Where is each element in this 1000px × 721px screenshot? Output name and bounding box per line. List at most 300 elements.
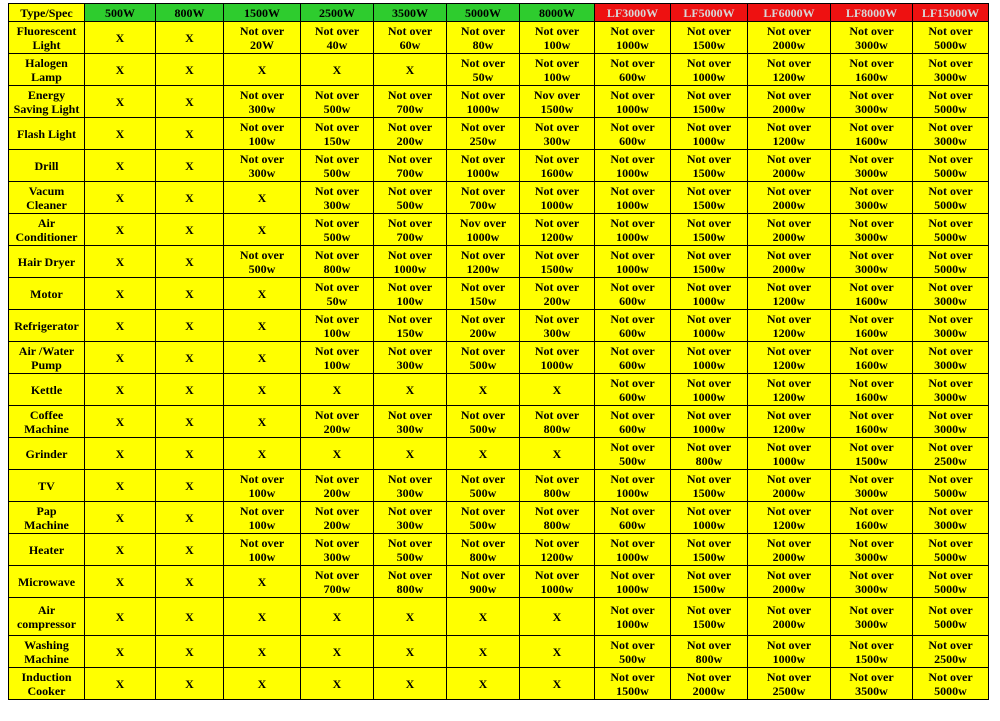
spec-cell: Not over 1600w: [831, 342, 913, 374]
spec-cell: Not over 3000w: [913, 502, 989, 534]
spec-cell: Nov over 1000w: [447, 214, 520, 246]
spec-cell: Not over 600w: [595, 342, 671, 374]
spec-cell: Not over 5000w: [913, 22, 989, 54]
spec-cell: Not over 5000w: [913, 150, 989, 182]
spec-cell: Not over 80w: [447, 22, 520, 54]
header-lf8000w: LF8000W: [831, 4, 913, 22]
spec-cell: Not over 1000w: [595, 566, 671, 598]
spec-cell: X: [156, 118, 224, 150]
spec-cell: Not over 2500w: [913, 438, 989, 470]
spec-cell: Not over 200w: [301, 502, 374, 534]
spec-cell: Not over 1200w: [748, 278, 831, 310]
spec-cell: Not over 1000w: [671, 54, 748, 86]
spec-cell: Not over 800w: [520, 470, 595, 502]
spec-cell: Not over 3000w: [831, 86, 913, 118]
row-type-cell: Vacum Cleaner: [9, 182, 85, 214]
table-row: [9, 598, 989, 636]
spec-cell: X: [301, 374, 374, 406]
spec-cell: Not over 1600w: [831, 118, 913, 150]
spec-cell: X: [520, 598, 595, 636]
spec-cell: Not over 40w: [301, 22, 374, 54]
spec-cell: Not over 600w: [595, 310, 671, 342]
power-spec-table: [8, 3, 989, 700]
spec-cell: Not over 150w: [447, 278, 520, 310]
spec-cell: Not over 2500w: [748, 668, 831, 700]
spec-cell: X: [520, 374, 595, 406]
spec-cell: Not over 1000w: [447, 150, 520, 182]
spec-cell: Not over 500w: [301, 86, 374, 118]
row-type-cell: Hair Dryer: [9, 246, 85, 278]
spec-cell: Not over 1200w: [748, 342, 831, 374]
spec-cell: Not over 1200w: [520, 534, 595, 566]
spec-cell: Not over 600w: [595, 54, 671, 86]
header-5000w: 5000W: [447, 4, 520, 22]
spec-cell: Not over 1200w: [520, 214, 595, 246]
row-type-cell: Coffee Machine: [9, 406, 85, 438]
spec-cell: X: [85, 310, 156, 342]
spec-cell: Not over 50w: [447, 54, 520, 86]
row-type-cell: Air compressor: [9, 598, 85, 636]
header-type-spec: Type/Spec: [9, 4, 85, 22]
spec-cell: X: [374, 668, 447, 700]
spec-cell: X: [224, 406, 301, 438]
spec-cell: X: [85, 214, 156, 246]
spec-cell: Not over 700w: [374, 86, 447, 118]
spec-cell: Not over 500w: [224, 246, 301, 278]
spec-cell: Not over 3000w: [913, 118, 989, 150]
spec-cell: X: [224, 566, 301, 598]
table-row: [9, 342, 989, 374]
row-type-cell: Air Conditioner: [9, 214, 85, 246]
spec-cell: X: [85, 342, 156, 374]
spec-cell: Not over 1200w: [748, 406, 831, 438]
spec-cell: X: [447, 668, 520, 700]
spec-cell: Not over 3000w: [831, 182, 913, 214]
spec-cell: Not over 1000w: [748, 438, 831, 470]
header-3500w: 3500W: [374, 4, 447, 22]
table-row: [9, 278, 989, 310]
spec-cell: Not over 1500w: [671, 22, 748, 54]
spec-cell: Not over 700w: [301, 566, 374, 598]
spec-cell: X: [156, 310, 224, 342]
spec-cell: Not over 1500w: [671, 470, 748, 502]
spec-cell: X: [447, 598, 520, 636]
spec-cell: Not over 5000w: [913, 534, 989, 566]
spec-cell: Not over 1500w: [831, 438, 913, 470]
spec-cell: Not over 1500w: [671, 182, 748, 214]
spec-cell: X: [447, 438, 520, 470]
spec-cell: Not over 3000w: [913, 374, 989, 406]
spec-cell: Not over 700w: [374, 150, 447, 182]
spec-cell: Not over 1000w: [520, 342, 595, 374]
spec-cell: Not over 700w: [447, 182, 520, 214]
spec-cell: X: [85, 278, 156, 310]
spec-cell: X: [156, 636, 224, 668]
spec-cell: Not over 600w: [595, 502, 671, 534]
spec-cell: Not over 1600w: [831, 278, 913, 310]
spec-cell: X: [156, 86, 224, 118]
spec-cell: Not over 1000w: [595, 22, 671, 54]
spec-cell: X: [156, 598, 224, 636]
spec-cell: Not over 1200w: [447, 246, 520, 278]
spec-cell: Not over 1600w: [831, 406, 913, 438]
spec-cell: Not over 800w: [520, 502, 595, 534]
spec-cell: Not over 1500w: [671, 566, 748, 598]
row-type-cell: Energy Saving Light: [9, 86, 85, 118]
spec-cell: X: [301, 598, 374, 636]
spec-cell: Not over 1000w: [595, 246, 671, 278]
spec-cell: Not over 2000w: [748, 182, 831, 214]
table-row: [9, 246, 989, 278]
table-header: [9, 4, 989, 22]
header-lf6000w: LF6000W: [748, 4, 831, 22]
spec-cell: X: [224, 438, 301, 470]
spec-cell: X: [224, 598, 301, 636]
spec-cell: Not over 1000w: [671, 342, 748, 374]
spec-cell: Not over 1500w: [520, 246, 595, 278]
header-500w: 500W: [85, 4, 156, 22]
spec-cell: Not over 1000w: [520, 566, 595, 598]
spec-cell: Not over 800w: [374, 566, 447, 598]
spec-cell: Not over 300w: [301, 182, 374, 214]
spec-cell: Not over 1500w: [671, 150, 748, 182]
spec-cell: Not over 1000w: [671, 406, 748, 438]
spec-cell: X: [156, 342, 224, 374]
spec-cell: Not over 5000w: [913, 246, 989, 278]
spec-cell: Not over 5000w: [913, 598, 989, 636]
spec-cell: Not over 1000w: [595, 470, 671, 502]
spec-cell: Not over 5000w: [913, 86, 989, 118]
spec-cell: Not over 300w: [374, 342, 447, 374]
spec-cell: X: [374, 374, 447, 406]
row-type-cell: Kettle: [9, 374, 85, 406]
spec-cell: X: [301, 438, 374, 470]
spec-cell: X: [85, 668, 156, 700]
spec-cell: Not over 600w: [595, 406, 671, 438]
spec-cell: Not over 2000w: [748, 598, 831, 636]
row-type-cell: TV: [9, 470, 85, 502]
spec-cell: Not over 200w: [301, 406, 374, 438]
spec-cell: X: [85, 54, 156, 86]
spec-cell: X: [156, 150, 224, 182]
spec-cell: Not over 200w: [301, 470, 374, 502]
table-row: [9, 22, 989, 54]
table-row: [9, 118, 989, 150]
spec-cell: X: [156, 182, 224, 214]
spec-cell: Not over 300w: [520, 310, 595, 342]
spec-cell: X: [156, 214, 224, 246]
header-lf3000w: LF3000W: [595, 4, 671, 22]
spec-cell: Not over 800w: [447, 534, 520, 566]
spec-cell: Not over 3000w: [831, 150, 913, 182]
spec-cell: Not over 2000w: [748, 566, 831, 598]
spec-cell: Not over 1000w: [374, 246, 447, 278]
spec-cell: Not over 700w: [374, 214, 447, 246]
spec-cell: Not over 300w: [224, 150, 301, 182]
spec-cell: X: [224, 636, 301, 668]
spec-cell: X: [85, 406, 156, 438]
spec-cell: Not over 2000w: [748, 22, 831, 54]
spec-cell: Not over 3000w: [831, 22, 913, 54]
header-lf5000w: LF5000W: [671, 4, 748, 22]
spec-cell: Not over 5000w: [913, 566, 989, 598]
spec-cell: Not over 1600w: [831, 310, 913, 342]
spec-cell: Not over 2000w: [748, 150, 831, 182]
table-row: [9, 182, 989, 214]
spec-cell: Not over 1500w: [671, 214, 748, 246]
spec-cell: Not over 2000w: [748, 246, 831, 278]
spec-cell: Not over 1500w: [671, 534, 748, 566]
spec-cell: Not over 1000w: [671, 118, 748, 150]
spec-cell: Not over 2000w: [748, 470, 831, 502]
spec-cell: Not over 500w: [374, 182, 447, 214]
spec-cell: Not over 3000w: [913, 406, 989, 438]
spec-cell: X: [374, 636, 447, 668]
spec-cell: Not over 800w: [301, 246, 374, 278]
row-type-cell: Microwave: [9, 566, 85, 598]
spec-cell: Not over 500w: [374, 534, 447, 566]
spec-cell: Not over 600w: [595, 374, 671, 406]
row-type-cell: Flash Light: [9, 118, 85, 150]
spec-cell: X: [447, 374, 520, 406]
table-row: [9, 54, 989, 86]
spec-cell: X: [85, 470, 156, 502]
spec-cell: Not over 50w: [301, 278, 374, 310]
spec-cell: X: [224, 278, 301, 310]
spec-cell: X: [156, 278, 224, 310]
spec-cell: Not over 1000w: [595, 534, 671, 566]
spec-cell: X: [224, 54, 301, 86]
spec-cell: Not over 200w: [447, 310, 520, 342]
row-type-cell: Heater: [9, 534, 85, 566]
spec-cell: Not over 1500w: [595, 668, 671, 700]
spec-cell: Not over 3000w: [913, 54, 989, 86]
spec-cell: Not over 1000w: [595, 182, 671, 214]
spec-cell: X: [85, 502, 156, 534]
spec-cell: Not over 3000w: [831, 246, 913, 278]
spec-cell: X: [156, 470, 224, 502]
spec-cell: Not over 2000w: [748, 534, 831, 566]
spec-cell: Not over 500w: [301, 150, 374, 182]
spec-cell: X: [224, 342, 301, 374]
spec-cell: Not over 100w: [301, 342, 374, 374]
spec-cell: Not over 1000w: [671, 374, 748, 406]
spec-cell: Not over 100w: [224, 502, 301, 534]
spec-cell: Not over 150w: [301, 118, 374, 150]
spec-cell: Not over 1000w: [671, 278, 748, 310]
spec-cell: X: [301, 54, 374, 86]
spec-cell: X: [85, 534, 156, 566]
spec-cell: Not over 1000w: [447, 86, 520, 118]
spec-cell: X: [224, 374, 301, 406]
row-type-cell: Motor: [9, 278, 85, 310]
spec-cell: X: [374, 54, 447, 86]
spec-cell: Not over 1600w: [831, 54, 913, 86]
spec-cell: Not over 3000w: [831, 214, 913, 246]
spec-cell: X: [301, 668, 374, 700]
spec-cell: Not over 150w: [374, 310, 447, 342]
row-type-cell: Refrigerator: [9, 310, 85, 342]
spec-cell: X: [156, 374, 224, 406]
row-type-cell: Induction Cooker: [9, 668, 85, 700]
spec-cell: Not over 100w: [224, 118, 301, 150]
table-row: [9, 566, 989, 598]
spec-cell: Not over 3000w: [913, 278, 989, 310]
row-type-cell: Pap Machine: [9, 502, 85, 534]
spec-cell: Not over 1000w: [595, 598, 671, 636]
spec-cell: Not over 5000w: [913, 214, 989, 246]
spec-cell: X: [224, 182, 301, 214]
spec-cell: X: [85, 246, 156, 278]
header-2500w: 2500W: [301, 4, 374, 22]
spec-cell: Not over 5000w: [913, 668, 989, 700]
row-type-cell: Washing Machine: [9, 636, 85, 668]
spec-cell: Not over 1000w: [595, 86, 671, 118]
spec-cell: Not over 3000w: [913, 310, 989, 342]
table-row: [9, 636, 989, 668]
spec-cell: X: [156, 566, 224, 598]
spec-cell: Not over 3000w: [831, 598, 913, 636]
spec-cell: Not over 1000w: [748, 636, 831, 668]
spec-cell: Not over 300w: [224, 86, 301, 118]
spec-cell: X: [85, 182, 156, 214]
spec-cell: Not over 3500w: [831, 668, 913, 700]
spec-cell: X: [156, 54, 224, 86]
spec-cell: Not over 600w: [595, 278, 671, 310]
table-row: [9, 310, 989, 342]
spec-cell: Not over 100w: [224, 534, 301, 566]
spec-cell: Not over 100w: [224, 470, 301, 502]
table-row: [9, 438, 989, 470]
spec-cell: Not over 300w: [520, 118, 595, 150]
table-row: [9, 502, 989, 534]
spec-cell: Not over 1000w: [595, 150, 671, 182]
spec-cell: X: [224, 214, 301, 246]
spec-cell: Not over 1600w: [831, 502, 913, 534]
header-8000w: 8000W: [520, 4, 595, 22]
spec-cell: Not over 2000w: [748, 86, 831, 118]
header-1500w: 1500W: [224, 4, 301, 22]
spec-cell: Not over 100w: [374, 278, 447, 310]
spec-cell: Not over 3000w: [831, 470, 913, 502]
row-type-cell: Air /Water Pump: [9, 342, 85, 374]
spec-cell: X: [85, 150, 156, 182]
spec-cell: X: [156, 406, 224, 438]
spec-cell: Not over 1600w: [520, 150, 595, 182]
spec-cell: Not over 600w: [595, 118, 671, 150]
spec-cell: X: [520, 636, 595, 668]
spec-cell: X: [85, 118, 156, 150]
spec-cell: X: [85, 566, 156, 598]
spec-cell: Not over 1200w: [748, 54, 831, 86]
spec-cell: Not over 100w: [520, 22, 595, 54]
spec-cell: Not over 300w: [374, 406, 447, 438]
table-row: [9, 214, 989, 246]
spec-cell: Not over 800w: [520, 406, 595, 438]
table-row: [9, 86, 989, 118]
spec-cell: Not over 1000w: [595, 214, 671, 246]
spec-cell: Not over 500w: [301, 214, 374, 246]
table-body: [9, 22, 989, 700]
spec-cell: Not over 1600w: [831, 374, 913, 406]
spec-cell: X: [156, 668, 224, 700]
spec-cell: Not over 300w: [374, 502, 447, 534]
spec-cell: Not over 500w: [447, 406, 520, 438]
spec-cell: Not over 500w: [595, 636, 671, 668]
row-type-cell: Grinder: [9, 438, 85, 470]
table-row: [9, 534, 989, 566]
spec-cell: X: [224, 668, 301, 700]
spec-cell: Not over 3000w: [831, 534, 913, 566]
spec-cell: X: [156, 438, 224, 470]
spec-cell: Not over 200w: [520, 278, 595, 310]
table-row: [9, 150, 989, 182]
spec-cell: X: [85, 598, 156, 636]
spec-cell: Not over 1500w: [671, 246, 748, 278]
spec-cell: X: [520, 438, 595, 470]
spec-cell: Not over 1500w: [671, 86, 748, 118]
spec-cell: X: [224, 310, 301, 342]
spec-cell: Not over 300w: [301, 534, 374, 566]
spec-cell: Not over 1200w: [748, 118, 831, 150]
spec-cell: X: [447, 636, 520, 668]
spec-cell: Not over 800w: [671, 636, 748, 668]
spec-cell: X: [156, 246, 224, 278]
spec-cell: X: [156, 22, 224, 54]
spec-cell: Not over 100w: [520, 54, 595, 86]
spec-cell: Not over 1000w: [520, 182, 595, 214]
spec-cell: Not over 300w: [374, 470, 447, 502]
table-row: [9, 668, 989, 700]
spec-cell: Not over 60w: [374, 22, 447, 54]
spec-cell: X: [156, 534, 224, 566]
spec-cell: X: [85, 86, 156, 118]
spec-cell: Not over 3000w: [831, 566, 913, 598]
spec-cell: Not over 1500w: [831, 636, 913, 668]
spec-cell: Not over 3000w: [913, 342, 989, 374]
header-row: [9, 4, 989, 22]
spec-cell: Not over 1200w: [748, 502, 831, 534]
spec-cell: Not over 500w: [447, 502, 520, 534]
spec-cell: Not over 5000w: [913, 182, 989, 214]
spec-cell: X: [85, 438, 156, 470]
spec-cell: X: [156, 502, 224, 534]
spec-cell: Nov over 1500w: [520, 86, 595, 118]
row-type-cell: Fluorescent Light: [9, 22, 85, 54]
table-row: [9, 470, 989, 502]
spec-cell: X: [85, 22, 156, 54]
spec-cell: Not over 250w: [447, 118, 520, 150]
spec-cell: X: [85, 636, 156, 668]
row-type-cell: Drill: [9, 150, 85, 182]
spec-cell: Not over 500w: [595, 438, 671, 470]
spec-cell: X: [301, 636, 374, 668]
spec-cell: Not over 2500w: [913, 636, 989, 668]
spec-cell: Not over 1000w: [671, 502, 748, 534]
spec-cell: Not over 800w: [671, 438, 748, 470]
spec-cell: Not over 900w: [447, 566, 520, 598]
spec-cell: Not over 1200w: [748, 310, 831, 342]
spec-cell: X: [374, 438, 447, 470]
spec-cell: Not over 20W: [224, 22, 301, 54]
spec-cell: Not over 5000w: [913, 470, 989, 502]
spec-cell: X: [520, 668, 595, 700]
spec-cell: Not over 2000w: [748, 214, 831, 246]
spec-cell: Not over 1500w: [671, 598, 748, 636]
spec-cell: X: [374, 598, 447, 636]
spec-cell: Not over 500w: [447, 342, 520, 374]
header-800w: 800W: [156, 4, 224, 22]
